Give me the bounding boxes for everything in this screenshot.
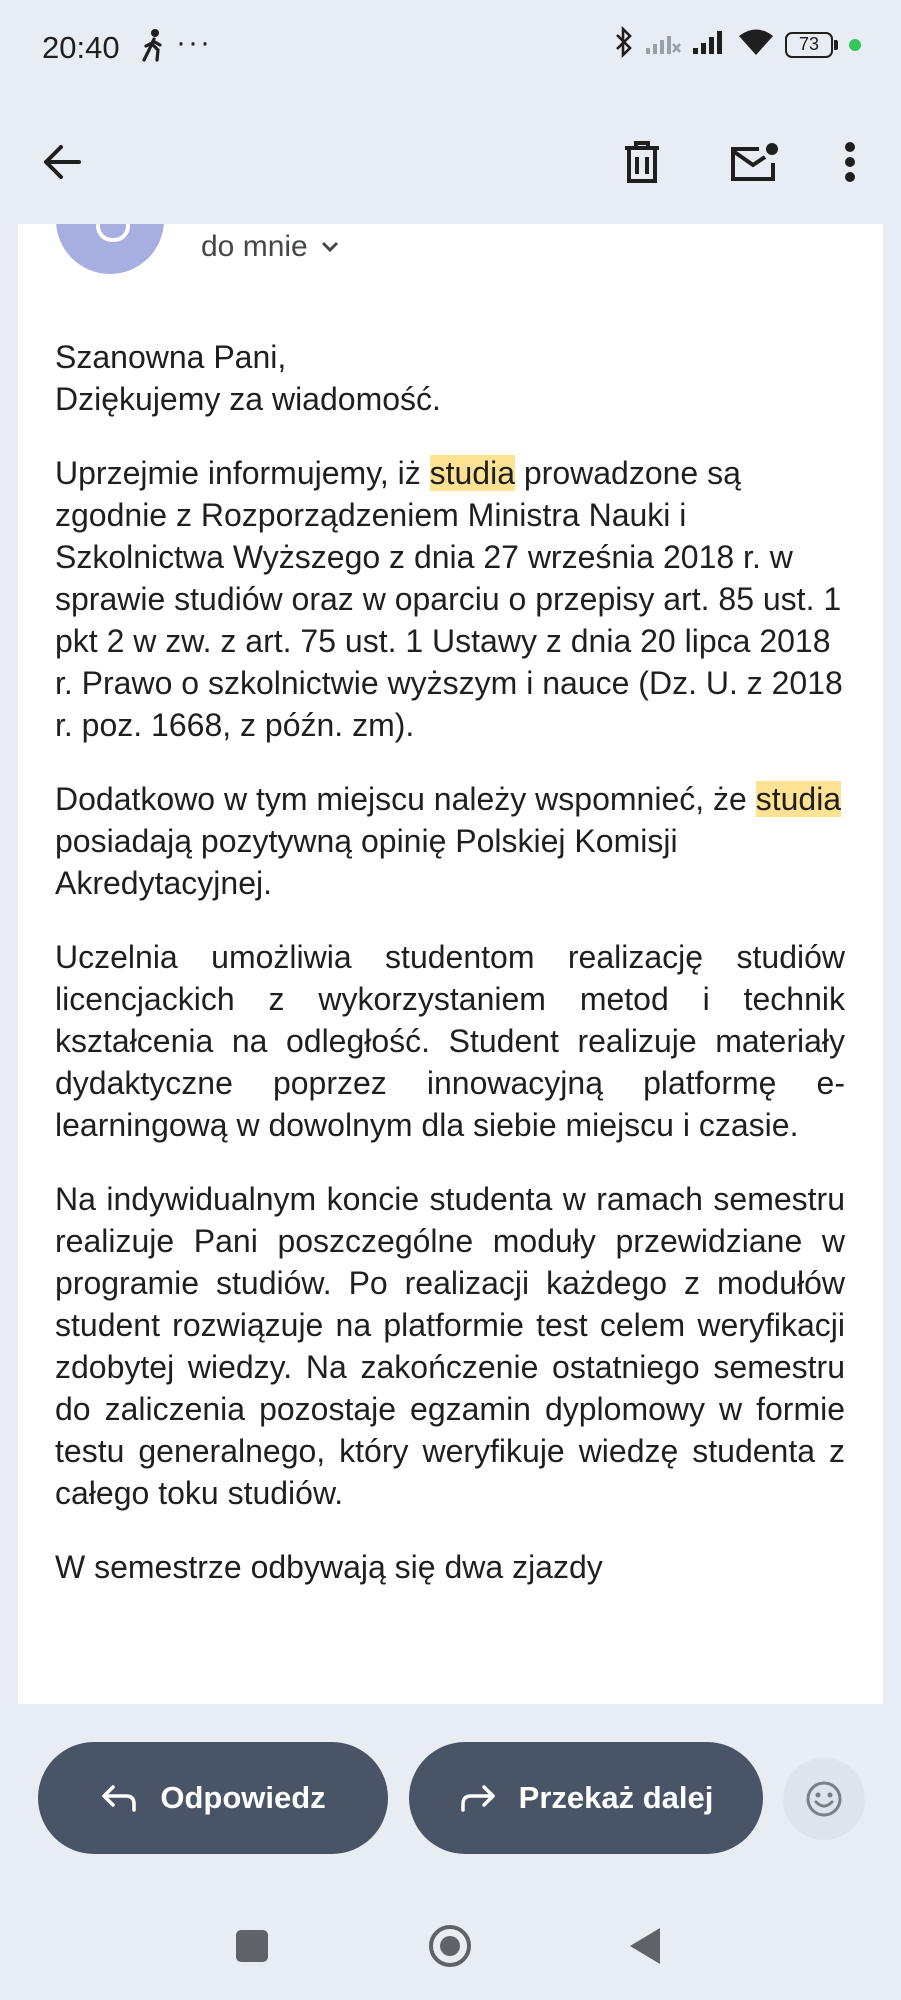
reply-label: Odpowiedz (160, 1780, 326, 1815)
system-navigation-bar (0, 1880, 901, 2000)
greeting-paragraph (55, 336, 845, 420)
status-bar (0, 0, 901, 100)
more-vert-icon (844, 141, 856, 183)
recents-button[interactable] (236, 1930, 268, 1962)
wifi-icon (737, 27, 775, 62)
walking-icon (140, 28, 166, 67)
arrow-back-icon (41, 141, 83, 183)
privacy-indicator-dot (849, 39, 861, 51)
mark-unread-button[interactable] (712, 120, 796, 204)
paragraph-text: posiadają pozytywną opinię Polskiej Komisji Akredytacyjnej. (55, 823, 678, 901)
delete-icon (622, 140, 662, 184)
forward-icon (459, 1783, 497, 1813)
reply-icon (100, 1783, 138, 1813)
paragraph-text: Dodatkowo w tym miejscu należy wspomnieć, że (55, 781, 756, 817)
forward-button[interactable] (409, 1742, 763, 1854)
paragraph-modules: Na indywidualnym koncie studenta w ramach semestru realizuje Pani poszczególne moduły przewidziane w programie studiów. Po realizacji każdego z modułów student rozwiązuje na platformie test celem weryfikacji zdobytej wiedzy. Na zakończenie ostatniego semestru do zaliczenia pozostaje egzamin dyplomowy w formie testu generalnego, który weryfikuje wiedzę studenta z całego toku studiów. (55, 1181, 845, 1511)
paragraph-regulation (55, 452, 845, 746)
status-icons (613, 26, 861, 63)
paragraph-elearning: Uczelnia umożliwia studentom realizację studiów licencjackich z wykorzystaniem metod i technik kształcenia na odległość. Student realizuje materiały dydaktyczne poprzez innowacyjną platformę e-learningową w dowolnym dla siebie miejscu i czasie. (55, 939, 845, 1143)
thanks-line: Dziękujemy za wiadomość. (55, 381, 441, 417)
paragraph-text: Uprzejmie informujemy, iż (55, 455, 430, 491)
recipient-details-toggle[interactable] (201, 224, 340, 270)
signal-icon (691, 28, 727, 61)
message-body (55, 336, 845, 1620)
recipient-label: do mnie (201, 230, 308, 263)
reply-button[interactable] (38, 1742, 388, 1854)
message-card (18, 224, 883, 1704)
search-highlight: studia (429, 455, 515, 491)
emoji-reaction-button[interactable] (783, 1758, 865, 1840)
mark-unread-icon (729, 141, 779, 183)
sender-avatar[interactable] (56, 224, 164, 274)
bluetooth-icon (613, 26, 635, 63)
back-button[interactable] (20, 120, 104, 204)
message-toolbar (0, 100, 901, 224)
paragraph-text: prowadzone są zgodnie z Rozporządzeniem Ministra Nauki i Szkolnictwa Wyższego z dnia 27 września 2018 r. w sprawie studiów oraz w oparciu o przepisy art. 85 ust. 1 pkt 2 w zw. z art. 75 ust. 1 Ustawy z dnia 20 lipca 2018 r. Prawo o szkolnictwie wyższym i nauce (Dz. U. z 2018 r. poz. 1668, z późn. zm). (55, 455, 843, 743)
chevron-down-icon (320, 240, 340, 254)
paragraph-partial: W semestrze odbywają się dwa zjazdy (55, 1549, 603, 1585)
signal-weak-icon (645, 28, 681, 61)
battery-icon: 73 (785, 32, 833, 58)
back-nav-button[interactable] (628, 1926, 662, 1966)
emoji-icon (805, 1780, 843, 1818)
home-button[interactable] (428, 1924, 472, 1968)
forward-label: Przekaż dalej (518, 1780, 714, 1815)
more-options-button[interactable] (808, 120, 892, 204)
status-time: 20:40 (42, 30, 120, 65)
search-highlight: studia (755, 781, 842, 817)
notification-dots-icon: ··· (176, 26, 212, 59)
delete-button[interactable] (600, 120, 684, 204)
greeting-line: Szanowna Pani, (55, 339, 287, 375)
paragraph-accreditation (55, 778, 845, 904)
